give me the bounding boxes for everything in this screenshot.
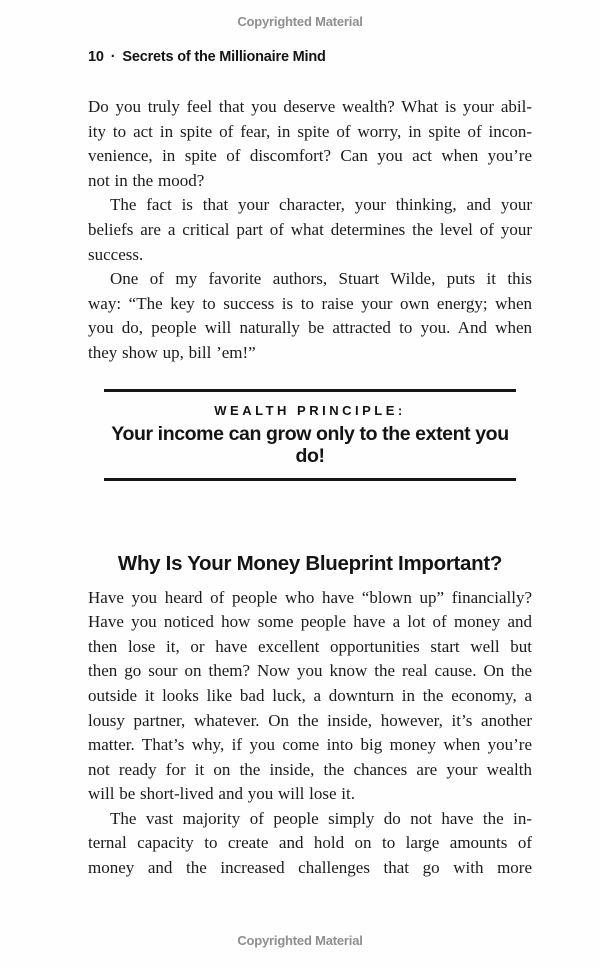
principle-text: Your income can grow only to the extent you do!: [111, 422, 509, 467]
paragraph: [88, 95, 532, 193]
text-line: Do you truly feel that you deserve wealth? What is your abil-: [88, 97, 532, 116]
paragraph: [88, 267, 532, 365]
text-line: The vast majority of people simply do not have the in-: [110, 808, 532, 828]
header-separator-dot: ·: [110, 49, 116, 65]
text-line: they show up, bill ’em!”: [88, 342, 256, 362]
paragraph: [88, 807, 532, 881]
text-line: will be short-lived and you will lose it.: [88, 784, 355, 804]
text-line: One of my favorite authors, Stuart Wilde, puts it this: [110, 269, 532, 289]
text-line: way: “The key to success is to raise your own energy; when: [88, 293, 532, 313]
paragraph: [88, 193, 532, 267]
copyright-notice-bottom: Copyrighted Material: [237, 933, 363, 948]
text-line: outside it looks like bad luck, a downturn in the economy, a: [88, 685, 532, 705]
section-1-paragraphs: [88, 95, 532, 366]
text-line: ity to act in spite of fear, in spite of worry, in spite of incon-: [88, 121, 532, 141]
wealth-principle-box: [104, 389, 516, 481]
principle-label: WEALTH PRINCIPLE:: [214, 402, 406, 418]
principle-bottom-rule: [104, 478, 516, 481]
text-line: ternal capacity to create and hold on to large amounts of: [88, 833, 532, 853]
text-line: Have you heard of people who have “blown up” financially?: [88, 587, 532, 607]
text-line: success.: [88, 244, 144, 264]
text-line: The fact is that your character, your thinking, and your: [110, 195, 532, 215]
text-line: then lose it, or have excellent opportunities start well but: [88, 636, 532, 656]
copyright-notice-top: Copyrighted Material: [237, 14, 363, 29]
section-2-paragraphs: [88, 586, 532, 881]
text-line: lousy partner, whatever. On the inside, however, it’s another: [88, 710, 532, 730]
page-body: [88, 95, 532, 881]
principle-top-rule: [104, 389, 516, 392]
text-line: not in the mood?: [88, 170, 205, 190]
section-heading: Why Is Your Money Blueprint Important?: [117, 551, 503, 575]
text-line: money and the increased challenges that go with more: [88, 858, 532, 878]
text-line: venience, in spite of discomfort? Can you act when you’re: [88, 146, 532, 166]
running-header: [88, 49, 326, 65]
text-line: matter. That’s why, if you come into big money when you’re: [88, 735, 532, 755]
text-line: not ready for it on the inside, the chances are your wealth: [88, 759, 532, 779]
text-line: then go sour on them? Now you know the real cause. On the: [88, 661, 532, 681]
text-line: Have you noticed how some people have a lot of money and: [88, 612, 532, 632]
text-line: you do, people will naturally be attracted to you. And when: [88, 318, 532, 338]
book-title: Secrets of the Millionaire Mind: [122, 49, 326, 65]
paragraph: [88, 586, 532, 807]
text-line: beliefs are a critical part of what determines the level of your: [88, 219, 532, 239]
page-number: 10: [88, 49, 104, 65]
